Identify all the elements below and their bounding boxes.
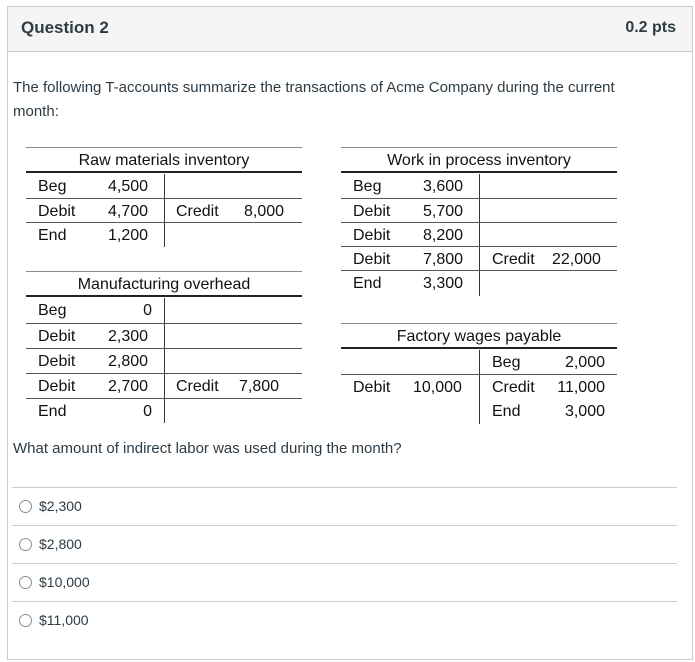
- question-header: [8, 7, 692, 52]
- debit-label: Debit: [353, 203, 391, 220]
- t-account-title: Work in process inventory: [341, 147, 617, 173]
- debit-value: 7,800: [423, 251, 464, 268]
- debit-value: 4,700: [108, 203, 149, 220]
- answer-label[interactable]: $11,000: [39, 612, 89, 628]
- debit-label: Beg: [353, 178, 382, 195]
- t-account-title: Raw materials inventory: [26, 147, 302, 173]
- debit-label: Debit: [353, 251, 391, 268]
- debit-label: End: [38, 227, 67, 244]
- question-prompt: The following T-accounts summarize the transactions of Acme Company during the current month:: [13, 79, 615, 120]
- radio-button[interactable]: [19, 614, 32, 627]
- debit-label: End: [38, 403, 67, 420]
- debit-value: 8,200: [423, 227, 464, 244]
- t-account-row: [341, 399, 617, 424]
- t-account-row: [341, 270, 617, 295]
- debit-value: 1,200: [108, 227, 149, 244]
- t-account-row: [26, 398, 302, 423]
- t-account-row: [26, 373, 302, 398]
- t-account-row: [26, 323, 302, 348]
- radio-button[interactable]: [19, 500, 32, 513]
- radio-button[interactable]: [19, 576, 32, 589]
- debit-label: Debit: [38, 378, 76, 395]
- answer-label[interactable]: $2,800: [39, 536, 82, 552]
- credit-label: Credit: [176, 203, 219, 220]
- credit-value: 3,000: [564, 403, 605, 420]
- answer-option[interactable]: [12, 525, 677, 563]
- credit-label: Credit: [492, 379, 535, 396]
- debit-value: 0: [143, 403, 152, 420]
- debit-label: Debit: [353, 227, 391, 244]
- credit-label: Beg: [492, 354, 521, 371]
- t-account-title: Manufacturing overhead: [26, 271, 302, 297]
- t-account-row: [341, 246, 617, 271]
- debit-value: 2,300: [108, 328, 149, 345]
- debit-label: Beg: [38, 178, 67, 195]
- answer-label[interactable]: $2,300: [39, 498, 82, 514]
- t-account-work-in-process: [341, 147, 617, 297]
- debit-label: Debit: [38, 203, 76, 220]
- answer-option[interactable]: [12, 563, 677, 601]
- debit-value: 3,300: [423, 275, 464, 292]
- debit-value: 2,700: [108, 378, 149, 395]
- debit-value: 3,600: [423, 178, 464, 195]
- t-account-manufacturing-overhead: [26, 271, 302, 426]
- debit-label: End: [353, 275, 382, 292]
- t-account-raw-materials: [26, 147, 302, 247]
- t-account-row: [26, 222, 302, 247]
- credit-value: 11,000: [557, 379, 605, 396]
- answer-option[interactable]: [12, 487, 677, 525]
- t-account-row: [341, 174, 617, 199]
- t-account-row: [26, 298, 302, 323]
- t-account-row: [26, 174, 302, 199]
- answer-label[interactable]: $10,000: [39, 574, 90, 590]
- t-account-row: [341, 198, 617, 223]
- answer-option[interactable]: [12, 601, 677, 639]
- t-account-row: [341, 374, 617, 399]
- sub-question: What amount of indirect labor was used during the month?: [13, 440, 402, 457]
- t-account-row: [341, 350, 617, 375]
- credit-value: 7,800: [239, 378, 280, 395]
- debit-value: 2,800: [108, 353, 149, 370]
- debit-label: Debit: [38, 353, 76, 370]
- radio-button[interactable]: [19, 538, 32, 551]
- debit-value: 10,000: [413, 379, 462, 396]
- debit-value: 4,500: [108, 178, 149, 195]
- credit-value: 2,000: [564, 354, 605, 371]
- credit-label: End: [492, 403, 521, 420]
- debit-label: Debit: [38, 328, 76, 345]
- credit-label: Credit: [492, 251, 535, 268]
- question-points: 0.2 pts: [625, 19, 676, 36]
- t-account-row: [26, 348, 302, 373]
- credit-value: 8,000: [244, 203, 285, 220]
- t-account-title: Factory wages payable: [341, 323, 617, 349]
- debit-label: Beg: [38, 302, 67, 319]
- t-account-factory-wages: [341, 323, 617, 426]
- debit-value: 0: [143, 302, 152, 319]
- t-account-row: [341, 222, 617, 247]
- credit-value: 22,000: [552, 251, 601, 268]
- credit-label: Credit: [176, 378, 219, 395]
- question-title: Question 2: [21, 18, 109, 37]
- debit-value: 5,700: [423, 203, 464, 220]
- debit-label: Debit: [353, 379, 391, 396]
- t-account-row: [26, 198, 302, 223]
